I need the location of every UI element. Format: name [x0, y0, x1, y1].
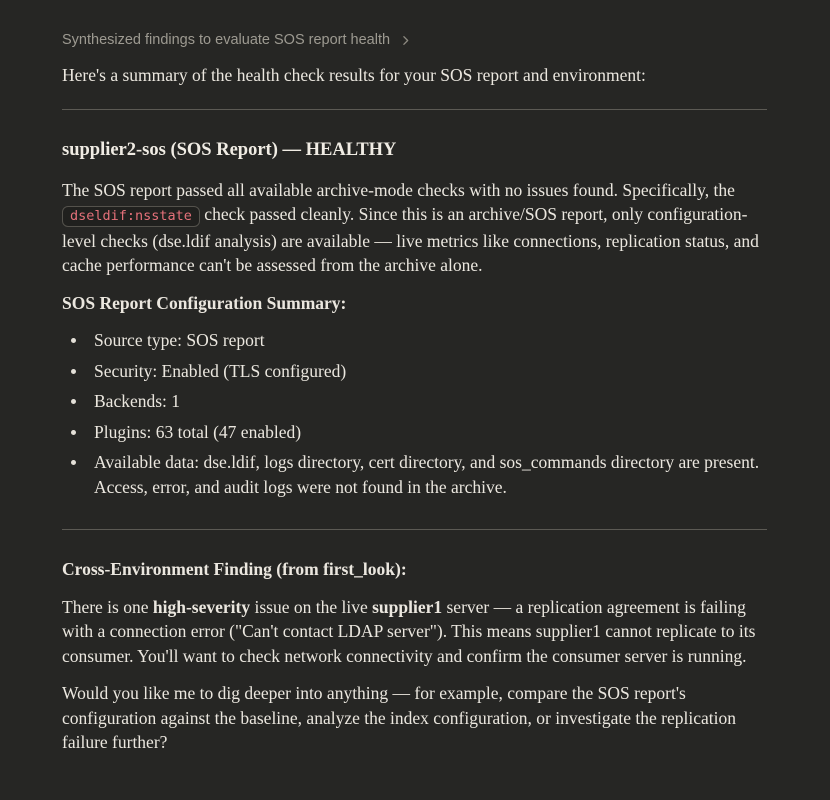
finding-server-emphasis: supplier1 — [372, 596, 443, 617]
closing-paragraph: Would you like me to dig deeper into anything — for example, compare the SOS report's configuration against the baseline, analyze the index configuration, or investigate the replication failure further? — [62, 683, 736, 752]
section1-paragraph — [62, 178, 767, 278]
finding-severity-emphasis: high-severity — [152, 596, 251, 617]
section2-heading: Cross-Environment Finding (from first_look): — [62, 559, 407, 579]
inline-code-dseldif-nsstate: dseldif:nsstate — [62, 206, 200, 227]
section-divider — [62, 109, 767, 110]
section1-paragraph-text-before: The SOS report passed all available archive-mode checks with no issues found. Specifically, the — [62, 179, 735, 200]
list-item-source-type: Source type: SOS report — [62, 328, 767, 353]
finding-paragraph — [62, 595, 767, 669]
list-item-available-data: Available data: dse.ldif, logs directory, cert directory, and sos_commands directory are present. Access, error, and audit logs were not found in the archive. — [62, 450, 767, 499]
list-item-backends: Backends: 1 — [62, 389, 767, 414]
thinking-toggle-label: Synthesized findings to evaluate SOS report health — [62, 32, 391, 48]
section1-heading: supplier2-sos (SOS Report) — HEALTHY — [62, 139, 397, 160]
chevron-right-icon[interactable] — [399, 34, 412, 47]
intro-paragraph: Here's a summary of the health check results for your SOS report and environment: — [62, 65, 646, 85]
section-divider — [62, 529, 767, 530]
summary-heading: SOS Report Configuration Summary: — [62, 292, 347, 313]
finding-text-mid: issue on the live — [250, 596, 373, 617]
finding-text-post: server — a replication agreement is failing with a connection error ("Can't contact LDAP server"). This means supplier1 cannot replicate to its consumer. You'll want to check network connectivity and confirm the consumer server is running. — [62, 596, 756, 666]
section1-paragraph-text-after: check passed cleanly. Since this is an archive/SOS report, only configuration-level checks (dse.ldif analysis) are available — live metrics like connections, replication status, and cache performance can't be assessed from the archive alone. — [62, 204, 759, 275]
config-summary-list — [62, 328, 767, 499]
list-item-security: Security: Enabled (TLS configured) — [62, 359, 767, 384]
list-item-plugins: Plugins: 63 total (47 enabled) — [62, 420, 767, 445]
finding-text-pre: There is one — [62, 596, 153, 617]
thinking-toggle[interactable] — [62, 30, 767, 50]
